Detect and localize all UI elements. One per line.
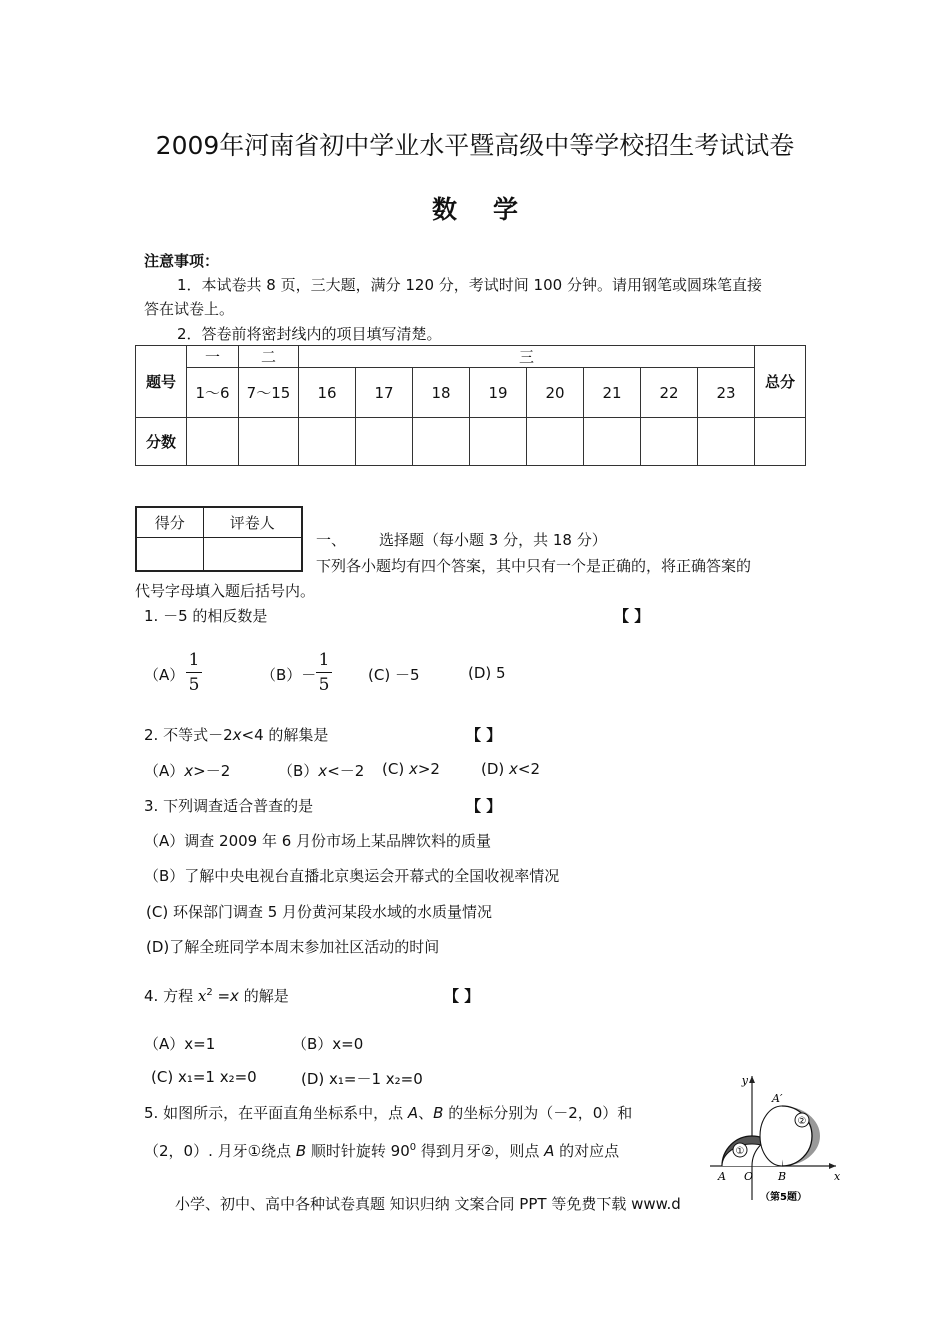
answer-bracket: 【 】	[614, 607, 650, 625]
score-cell	[187, 418, 239, 466]
x-axis-arrow	[829, 1163, 836, 1169]
score-cell	[698, 418, 755, 466]
q2-option-a: （A）x>－2	[144, 762, 231, 780]
grader-name-cell	[203, 537, 302, 571]
x-axis-label: x	[834, 1170, 841, 1183]
section-instruction: 下列各小题均有四个答案，其中只有一个是正确的，将正确答案的	[316, 557, 752, 575]
q1-option-a-label: （A）	[144, 666, 185, 684]
question-number-label: 题号	[136, 346, 187, 418]
y-axis-arrow	[749, 1076, 755, 1083]
crescent-figure	[708, 1068, 848, 1208]
answer-bracket: 【 】	[466, 726, 502, 744]
fraction-numerator: 1	[318, 650, 330, 670]
q1-option-d: (D) 5	[468, 664, 506, 682]
q1-option-b-label: （B）－	[261, 666, 317, 684]
notice-item-1: 1．本试卷共 8 页，三大题，满分 120 分，考试时间 100 分钟。请用钢笔或圆珠笔直接	[177, 276, 762, 294]
score-cell	[641, 418, 698, 466]
question-number: 22	[641, 368, 698, 418]
q4-option-c: (C) x₁=1 x₂=0	[151, 1068, 257, 1086]
score-cell	[356, 418, 413, 466]
score-cell	[527, 418, 584, 466]
point-a-prime-label: A′	[772, 1092, 783, 1105]
score-cell	[299, 418, 356, 466]
question-number: 18	[413, 368, 470, 418]
question-1-stem: 1. －5 的相反数是	[144, 607, 268, 625]
q3-option-c: (C) 环保部门调查 5 月份黄河某段水域的水质量情况	[146, 903, 493, 921]
question-number: 23	[698, 368, 755, 418]
score-cell	[413, 418, 470, 466]
total-label: 总分	[755, 346, 806, 418]
group-three-header: 三	[299, 346, 755, 368]
group-one-header: 一	[187, 346, 239, 368]
subject-title: 数学	[431, 195, 554, 224]
q2-option-b: （B）x<－2	[278, 762, 365, 780]
question-3-stem: 3. 下列调查适合普查的是	[144, 797, 314, 815]
group-two-header: 二	[239, 346, 299, 368]
fraction-denominator: 5	[188, 675, 200, 695]
question-number: 16	[299, 368, 356, 418]
fraction-bar	[316, 672, 332, 673]
grader-table	[135, 506, 303, 572]
question-number: 17	[356, 368, 413, 418]
question-number: 21	[584, 368, 641, 418]
y-axis-label: y	[741, 1074, 748, 1087]
question-number: 20	[527, 368, 584, 418]
score-cell	[584, 418, 641, 466]
q1-option-c: (C) －5	[368, 666, 420, 684]
answer-bracket: 【 】	[466, 797, 502, 815]
section-title: 选择题（每小题 3 分，共 18 分）	[379, 531, 607, 549]
fraction-numerator: 1	[188, 650, 200, 670]
question-range: 1～6	[187, 368, 239, 418]
question-2-stem: 2. 不等式－2x<4 的解集是	[144, 726, 329, 744]
question-range: 7～15	[239, 368, 299, 418]
score-cell	[755, 418, 806, 466]
score-row-label: 分数	[136, 418, 187, 466]
crescent-2-label: ②	[797, 1116, 807, 1127]
fraction-denominator: 5	[318, 675, 330, 695]
score-cell	[470, 418, 527, 466]
point-a-label: A	[718, 1170, 726, 1183]
q2-option-c: (C) x>2	[382, 760, 440, 778]
question-number: 19	[470, 368, 527, 418]
q4-option-d: (D) x₁=－1 x₂=0	[301, 1070, 423, 1088]
q3-option-b: （B）了解中央电视台直播北京奥运会开幕式的全国收视率情况	[144, 867, 560, 885]
q1-option-a-fraction	[186, 650, 202, 695]
crescent-1-label: ①	[735, 1146, 745, 1157]
score-cell	[239, 418, 299, 466]
origin-label: O	[744, 1170, 754, 1183]
q4-option-b: （B）x=0	[292, 1035, 364, 1053]
q3-option-d: (D)了解全班同学本周末参加社区活动的时间	[146, 938, 440, 956]
notice-item-1-cont: 答在试卷上。	[144, 300, 235, 318]
q3-option-a: （A）调查 2009 年 6 月份市场上某品牌饮料的质量	[144, 832, 492, 850]
q4-option-a: （A）x=1	[144, 1035, 216, 1053]
answer-bracket: 【 】	[444, 987, 480, 1005]
footer-text: 小学、初中、高中各种试卷真题 知识归纳 文案合同 PPT 等免费下载 www.d	[175, 1195, 681, 1213]
score-table	[135, 345, 806, 466]
q2-option-d: (D) x<2	[481, 760, 541, 778]
point-b-label: B	[778, 1170, 787, 1183]
figure-caption: （第5题）	[760, 1192, 807, 1203]
fraction-bar	[186, 672, 202, 673]
question-4-stem: 4. 方程 $x^2 =x$ 的解是	[144, 987, 289, 1005]
exam-title: 2009年河南省初中学业水平暨高级中等学校招生考试试卷	[155, 131, 795, 160]
notice-heading: 注意事项：	[144, 252, 220, 270]
notice-item-2: 2．答卷前将密封线内的项目填写清楚。	[177, 325, 442, 343]
section-instruction-cont: 代号字母填入题后括号内。	[135, 582, 316, 600]
grader-name-label: 评卷人	[203, 507, 302, 537]
q1-option-b-fraction	[316, 650, 332, 695]
grader-score-cell	[136, 537, 203, 571]
section-number: 一、	[316, 531, 347, 549]
grader-score-label: 得分	[136, 507, 203, 537]
question-5-line-1: 5. 如图所示，在平面直角坐标系中，点 A、B 的坐标分别为（－2，0）和	[144, 1104, 633, 1122]
question-5-line-2: （2，0）. 月牙①绕点 B 顺时针旋转 $90^0$ 得到月牙②，则点 A 的对应点	[144, 1142, 620, 1160]
